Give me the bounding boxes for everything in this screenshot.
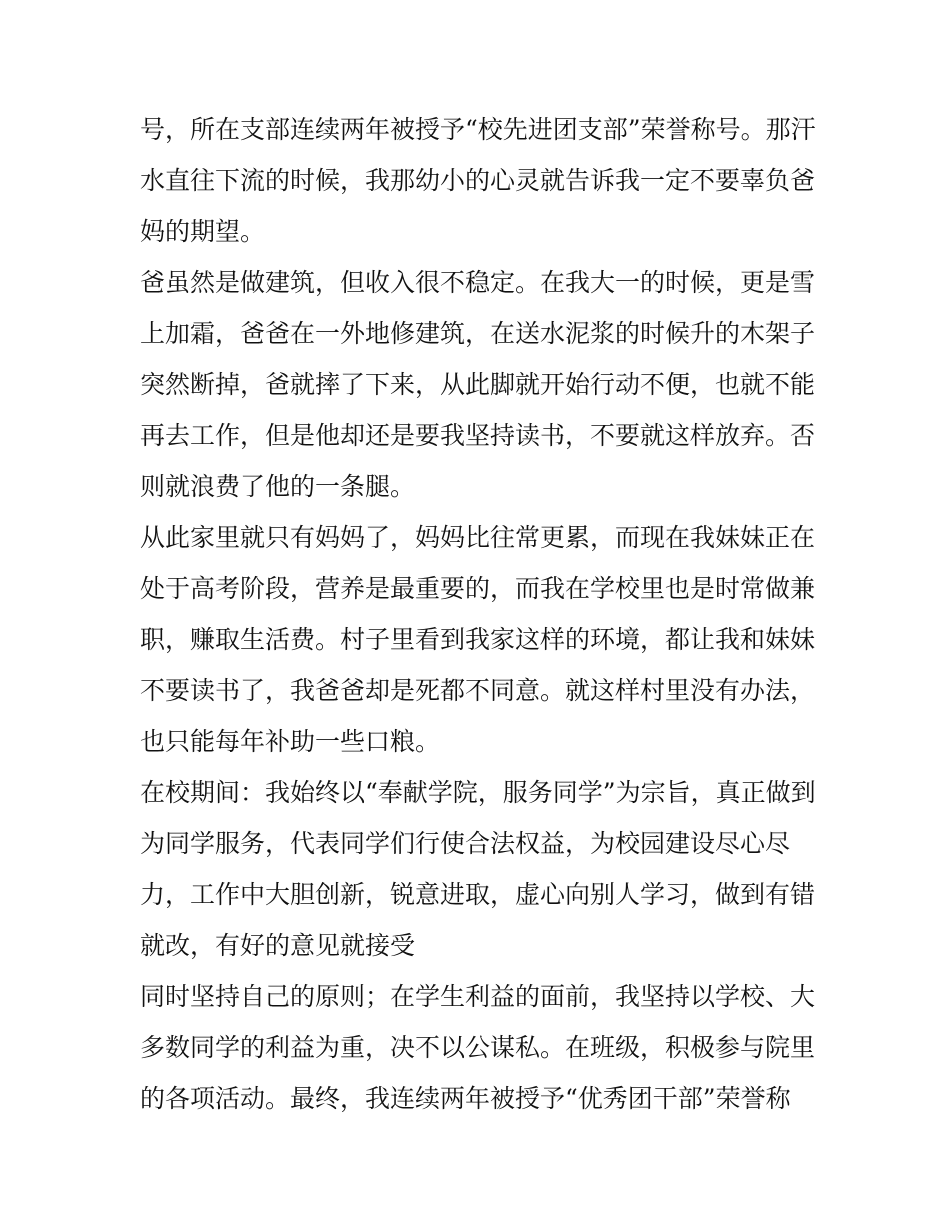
text-line: 爸虽然是做建筑，但收入很不稳定。在我大一的时候，更是雪 — [140, 268, 816, 297]
text-line: 多数同学的利益为重，决不以公谋私。在班级，积极参与院里 — [140, 1033, 816, 1062]
text-line: 不要读书了，我爸爸却是死都不同意。就这样村里没有办法， — [140, 676, 816, 705]
text-line: 突然断掉，爸就摔了下来，从此脚就开始行动不便，也就不能 — [140, 370, 816, 399]
text-line: 的各项活动。最终，我连续两年被授予“优秀团干部”荣誉称 — [140, 1084, 791, 1113]
text-line: 也只能每年补助一些口粮。 — [140, 727, 441, 756]
text-line: 处于高考阶段，营养是最重要的，而我在学校里也是时常做兼 — [140, 574, 816, 603]
text-line: 为同学服务，代表同学们行使合法权益，为校园建设尽心尽 — [140, 829, 791, 858]
text-line: 妈的期望。 — [140, 217, 266, 246]
text-line: 则就浪费了他的一条腿。 — [140, 472, 416, 501]
text-line: 水直往下流的时候，我那幼小的心灵就告诉我一定不要辜负爸 — [140, 166, 816, 195]
text-line: 上加霜，爸爸在一外地修建筑，在送水泥浆的时候升的木架子 — [140, 319, 816, 348]
text-line: 就改，有好的意见就接受 — [140, 931, 416, 960]
text-line: 力，工作中大胆创新，锐意进取，虚心向别人学习，做到有错 — [140, 880, 816, 909]
text-line: 从此家里就只有妈妈了，妈妈比往常更累，而现在我妹妹正在 — [140, 523, 816, 552]
text-line: 同时坚持自己的原则；在学生利益的面前，我坚持以学校、大 — [140, 982, 816, 1011]
text-line: 号，所在支部连续两年被授予“校先进团支部”荣誉称号。那汗 — [140, 115, 816, 144]
text-line: 职，赚取生活费。村子里看到我家这样的环境，都让我和妹妹 — [140, 625, 816, 654]
text-line: 在校期间：我始终以“奉献学院，服务同学”为宗旨，真正做到 — [140, 778, 816, 807]
text-line: 再去工作，但是他却还是要我坚持读书，不要就这样放弃。否 — [140, 421, 816, 450]
body-text — [140, 104, 820, 1124]
